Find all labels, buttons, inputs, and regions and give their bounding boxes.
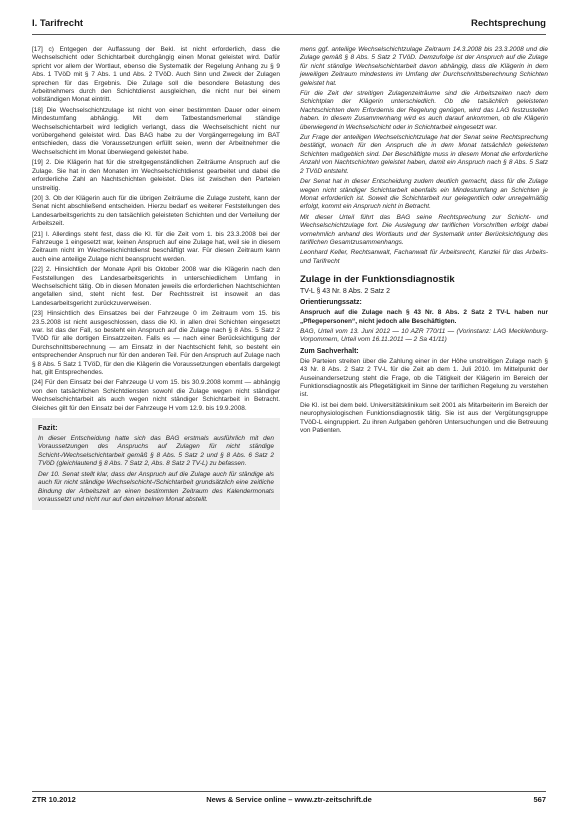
fazit-paragraph: In dieser Entscheidung hatte sich das BAG erstmals ausführlich mit den Voraussetzungen des Anspruchs auf Zulagen für nicht ständige Schicht-/Wechselschichtarbeit gemäß § 8 Abs. 5 Satz 2 und § 8 Abs. 6 Satz 2 TVöD (gleichlautend § 8 Abs. 7 Satz 2, Abs. 8 Satz 2 TV-L) zu befassen. [38,435,274,468]
paragraph-18: [18] Die Wechselschichtzulage ist nicht von einer bestimmten Dauer oder einem Mindestumfang abhängig. Mit dem Tatbestandsmerkmal ständige Wechselschichtarbeit wird lediglich verlangt, dass die Wechselschicht nicht nur vorübergehend geleistet wird. Das BAG habe zu der Vorgängerregelung im BAT entschieden, dass die Voraussetzungen erfüllt seien, wenn der Arbeitnehmer die Wechselschicht im Monat überwiegend geleistet habe. [32,106,280,156]
commentary-paragraph: Mit dieser Urteil führt das BAG seine Rechtsprechung zur Schicht- und Wechselschichtzulage fort. Die Auslegung der tariflichen Vorschriften erfolgt dabei vornehmlich anhand des Wortlauts und der Systematik unter Berücksichtigung des tariflichen Gesamtzusammenhangs. [300,213,548,246]
footer-website-link[interactable]: News & Service online – www.ztr-zeitschrift.de [206,795,372,804]
paragraph-23: [23] Hinsichtlich des Einsatzes bei der Fahrzeuge 0 im Zeitraum vom 15. bis 23.5.2008 ist nicht ausgeschlossen, dass die Kl. in allen drei Schichten eingesetzt war. Ist das der Fall, so besteht ein Anspruch auf die Zulage nach § 8 Abs. 5 Satz 2 TVöD für alle dortigen Einsatzzeiten. Falls es — nach einer Berücksichtigung der Durchschnittsberechnung — am Einsatz in der Nachtschicht fehlt, so besteht ein entsprechender Anspruch nur für den anderen Teil. Für den Anspruch auf Zulage nach § 8 Abs. 5 Satz 1 TVöD, für den die Klägerin die Voraussetzungen ebenfalls dargelegt hat, gilt Entsprechendes. [32,310,280,377]
section-reference: TV-L § 43 Nr. 8 Abs. 2 Satz 2 [300,288,391,296]
sachverhalt-paragraph: Die Parteien streiten über die Zahlung einer in der Höhe unstreitigen Zulage nach § 43 Nr. 8 Abs. 2 Satz 2 TV-L für die Zeit ab dem 1. Juli 2010. Im Mittelpunkt der Auseinandersetzung steht die Frage, ob die Tätigkeit der Klägerin im Bereich der Funktionsdiagnostik als Pflegetätigkeit im Sinne der tariflichen Regelung zu verstehen ist. [300,357,548,399]
header-section-title: I. Tarifrecht [32,18,84,29]
section-heading: Zulage in der Funktionsdiagnostik [300,274,455,286]
header-category: Rechtsprechung [471,18,546,29]
commentary-paragraph: Zur Frage der anteiligen Wechselschichtzulage hat der Senat seine Rechtsprechung bestätigt, wonach für den Anspruch die in dem Monat tatsächlich geleisteten Schichten maßgeblich sind. Der Beschäftigte muss in diesem Monat die erforderliche Anzahl von Nachtschichten geleistet haben, damit ein Anspruch nach § 8 Abs. 5 Satz 2 TVöD entsteht. [300,134,548,175]
sachverhalt-label: Zum Sachverhalt: [300,347,359,355]
orientation-label: Orientierungssatz: [300,299,362,307]
fazit-title: Fazit: [38,423,58,433]
paragraph-19: [19] 2. Die Klägerin hat für die streitgegenständlichen Zeiträume Anspruch auf die Zulage. Sie hat in den Monaten im Wechselschichtdienst gearbeitet und dabei die erforderliche Zahl an Nachtschichten geleistet. Dies ist zwischen den Parteien unstreitig. [32,159,280,192]
paragraph-24: [24] Für den Einsatz bei der Fahrzeuge U vom 15. bis 30.9.2008 kommt — abhängig von den tatsächlichen Schichtdiensten sowohl die Zulage wegen nicht ständiger Wechselschichtarbeit als auch wegen nicht ständiger Schichtarbeit in Betracht. Gleiches gilt für den Einsatz bei der Fahrzeuge H vom 12.9. bis 19.9.2008. [32,379,280,412]
paragraph-21: [21] I. Allerdings steht fest, dass die Kl. für die Zeit vom 1. bis 23.3.2008 bei der Fahrzeuge 1 eingesetzt war, keinen Anspruch auf eine Zulage hat, weil sie in diesem Zeitraum nicht im Wechselschichtdienst beschäftigt war. Für diesen Zeitraum kann auch eine anteilige Zulage nicht beansprucht werden. [32,230,280,263]
fazit-box [32,418,280,510]
author-signature: Leonhard Keller, Rechtsanwalt, Fachanwalt für Arbeitsrecht, Kanzlei für das Arbeits- und Tarifrecht [300,249,548,265]
paragraph-17: [17] c) Entgegen der Auffassung der Bekl. ist nicht erforderlich, dass die Wechselschicht oder Schichtarbeit durchgängig einen Monat geleistet wird. Dafür spricht vor allem der Wortlaut, ebenso die Systematik der Regelung Anhang zu § 9 Abs. 1 TVöD mit § 7 Abs. 1 und Abs. 2 TVöD. Auch Sinn und Zweck der Zulagen sprechen für das Ergebnis. Die Zulage soll die besondere Belastung des Arbeitnehmers durch den Schichtdienst ausgleichen, die nicht nur bei einem vollständigen Monat eintritt. [32,46,280,104]
page-header [32,16,546,35]
left-column [32,46,280,510]
fazit-paragraph: Der 10. Senat stellt klar, dass der Anspruch auf die Zulage auch für ständige als auch für nicht ständige Wechselschicht-/Schichtarbeit grundsätzlich eine zeitliche Bindung der Arbeitszeit an einen bestimmten Zeitraum des Kalendermonats voraussetzt und nicht nur auf den einzelnen Monat abstellt. [38,470,274,503]
footer-page-number: 567 [533,795,546,804]
footer-journal-issue: ZTR 10.2012 [32,795,76,804]
paragraph-22: [22] 2. Hinsichtlich der Monate April bis Oktober 2008 war die Klägerin nach den Feststellungen des Landesarbeitsgerichts in unterschiedlichem Umfang in Wechselschicht tätig. Ob in diesen Monaten jeweils die erforderlichen Nachtschichten angefallen sind, steht nicht fest. Der Rechtsstreit ist insoweit an das Landesarbeitsgericht zurückzuverweisen. [32,266,280,307]
sachverhalt-paragraph: Die Kl. ist bei dem bekl. Universitätsklinikum seit 2001 als Mitarbeiterin im Bereich der neurophysiologischen Funktionsdiagnostik tätig. Sie ist aus der Vergütungsgruppe TVöD-L eingruppiert. Zu ihren Aufgaben gehören Untersuchungen und die Betreuung von Patienten. [300,401,548,435]
commentary-paragraph: Für die Zeit der streitigen Zulagenzeiträume sind die Arbeitszeiten nach dem Schichtplan der Klägerin unterschiedlich. Ob die tatsächlich geleisteten Nachtschichten dem Erfordernis der Regelung genügen, wird das LAG festzustellen haben. In diesem Zusammenhang wird es auch darauf ankommen, ob die Klägerin überwiegend in Wechselschicht oder in Schichtarbeit eingesetzt war. [300,90,548,131]
page-footer [32,791,546,808]
paragraph-20: [20] 3. Ob der Klägerin auch für die übrigen Zeiträume die Zulage zusteht, kann der Senat nicht abschließend entscheiden. Hierzu bedarf es weiterer Feststellungen des Landesarbeitsgerichts zu den tatsächlich geleisteten Schichten und der Verteilung der Arbeitszeit. [32,194,280,228]
orientation-text: Anspruch auf die Zulage nach § 43 Nr. 8 Abs. 2 Satz 2 TV-L haben nur „Pflegepersonen“, nicht jedoch alle Beschäftigten. [300,309,548,325]
commentary-paragraph: mens ggf. anteilige Wechselschichtzulage Zeitraum 14.3.2008 bis 23.3.2008 und die Zulage gemäß § 8 Abs. 5 Satz 2 TVöD. Demzufolge ist der Anspruch auf die Zulage für nicht ständige Wechselschichtarbeit davon abhängig, dass die Klägerin in dem jeweiligen Zeitraum mindestens im Umfang der Durchschnittsberechnung Schichten geleistet hat. [300,46,548,87]
commentary-paragraph: Der Senat hat in dieser Entscheidung zudem deutlich gemacht, dass für die Zulage wegen nicht ständiger Schichtarbeit ebenfalls ein Mindestumfang an Schichten je Monat erforderlich ist. Soweit die Schichtarbeit nur gelegentlich oder unregelmäßig erfolgt, kommt ein Anspruch nicht in Betracht. [300,178,548,211]
right-column [300,46,548,437]
citation: BAG, Urteil vom 13. Juni 2012 — 10 AZR 770/11 — (Vorinstanz: LAG Mecklenburg-Vorpommern, Urteil vom 16.11.2011 — 2 Sa 41/11) [300,327,548,344]
